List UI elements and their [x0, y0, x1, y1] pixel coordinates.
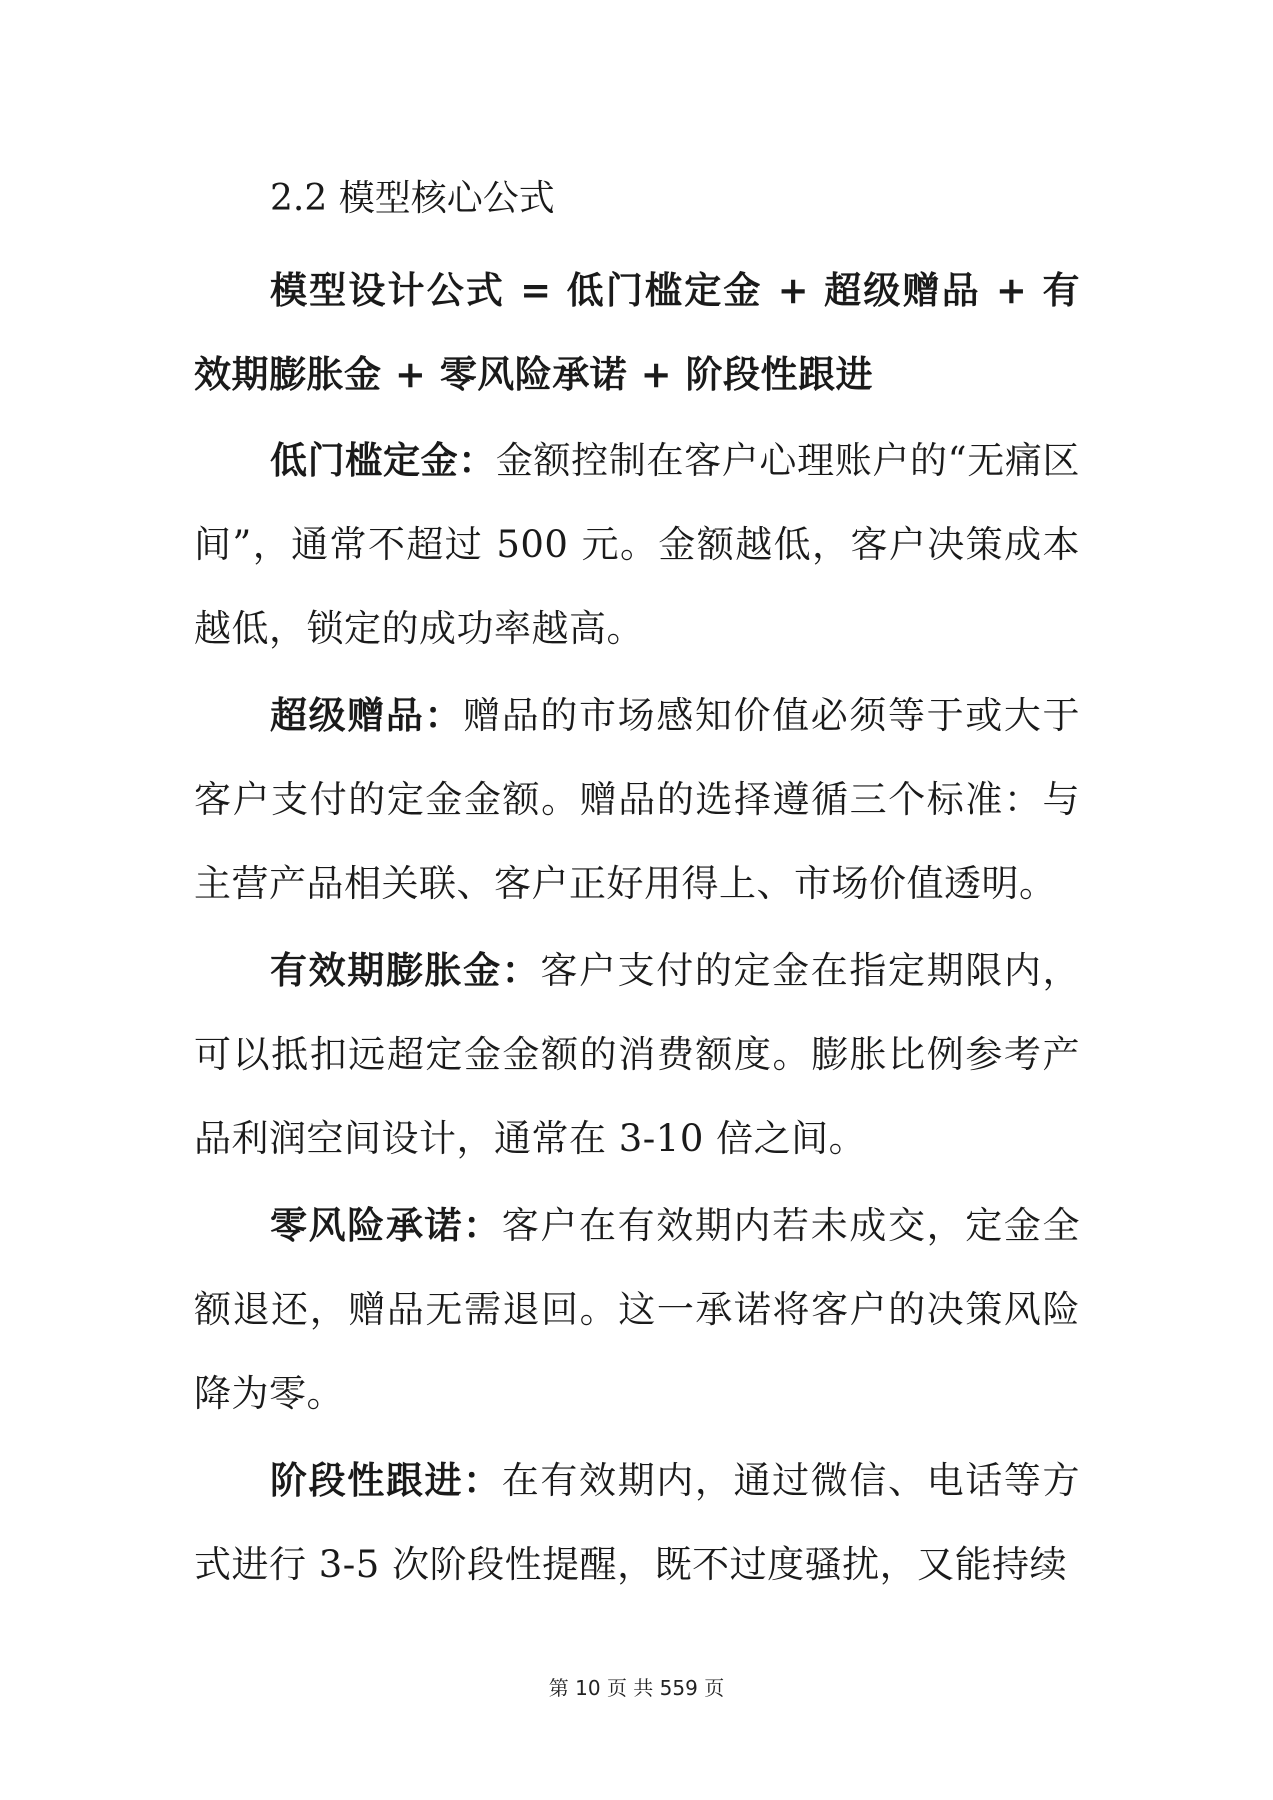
paragraph-super-gift: [194, 673, 1080, 926]
paragraph-staged-followup: [194, 1438, 1080, 1607]
term-staged-followup: 阶段性跟进：: [270, 1458, 502, 1502]
text-low-deposit: 金额控制在客户心理账户的“无痛区间”，通常不超过 500 元。金额越低，客户决策成本越低，锁定的成功率越高。: [194, 439, 1081, 650]
text-staged-followup: 在有效期内，通过微信、电话等方式进行 3-5 次阶段性提醒，既不过度骚扰，又能持续: [194, 1459, 1080, 1586]
term-low-deposit: 低门槛定金：: [270, 438, 496, 482]
term-super-gift: 超级赠品：: [270, 693, 464, 737]
page-content: [194, 158, 1080, 1609]
term-zero-risk: 零风险承诺：: [270, 1203, 502, 1247]
paragraph-low-deposit: [194, 418, 1080, 671]
section-heading: 2.2 模型核心公式: [270, 178, 555, 219]
paragraph-zero-risk: [194, 1183, 1080, 1436]
term-expansion-deposit: 有效期膨胀金：: [270, 948, 541, 992]
page-footer: 第 10 页 共 559 页: [548, 1676, 725, 1700]
text-expansion-deposit: 客户支付的定金在指定期限内，可以抵扣远超定金金额的消费额度。膨胀比例参考产品利润空间设计，通常在 3-10 倍之间。: [194, 949, 1080, 1160]
text-zero-risk: 客户在有效期内若未成交，定金全额退还，赠品无需退回。这一承诺将客户的决策风险降为零。: [194, 1204, 1080, 1415]
text-super-gift: 赠品的市场感知价值必须等于或大于客户支付的定金金额。赠品的选择遵循三个标准：与主营产品相关联、客户正好用得上、市场价值透明。: [194, 694, 1080, 905]
paragraph-expansion-deposit: [194, 928, 1080, 1181]
formula-paragraph: 模型设计公式 = 低门槛定金 + 超级赠品 + 有效期膨胀金 + 零风险承诺 + 阶段性跟进: [194, 268, 1080, 396]
